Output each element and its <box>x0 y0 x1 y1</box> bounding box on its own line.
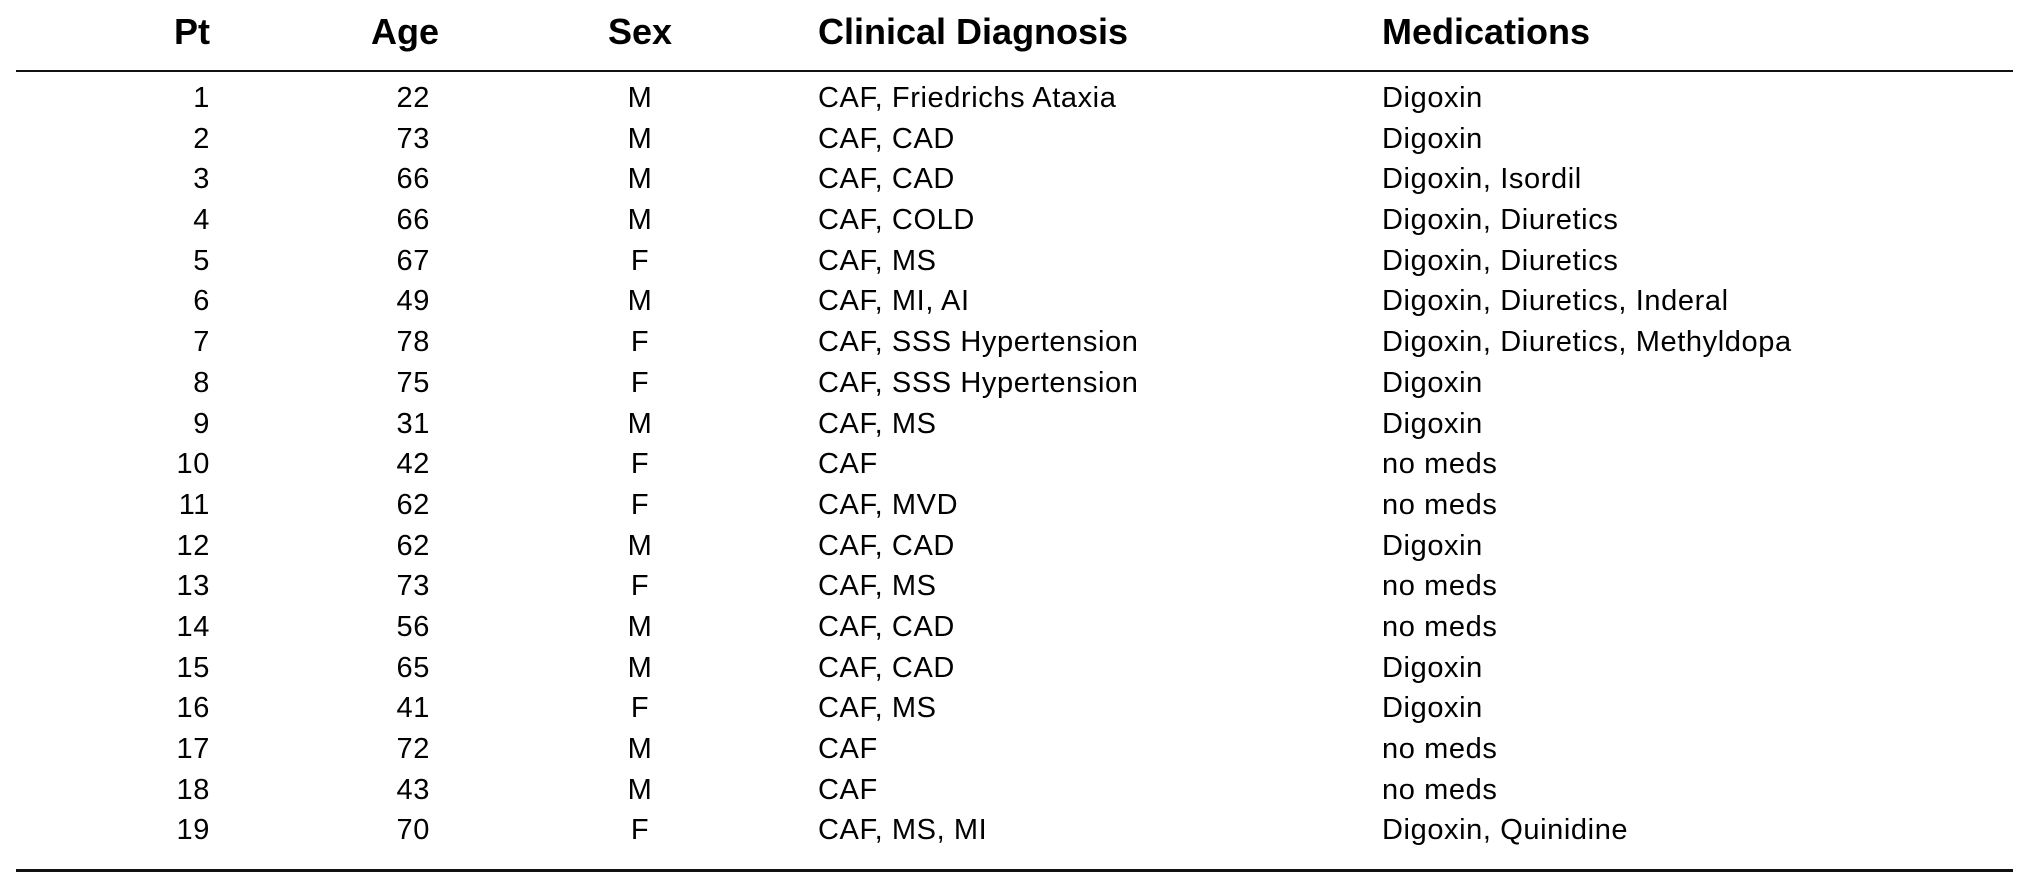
table-row <box>0 729 2019 770</box>
cell-medications: Digoxin <box>1382 366 1483 399</box>
cell-pt: 15 <box>176 651 210 684</box>
cell-pt: 16 <box>176 692 210 725</box>
cell-pt: 1 <box>193 82 210 114</box>
cell-medications: no meds <box>1382 773 1498 806</box>
cell-sex: M <box>627 204 653 237</box>
header-divider <box>16 70 2013 72</box>
cell-sex: M <box>627 651 653 684</box>
cell-sex: F <box>630 488 650 521</box>
cell-diagnosis: CAF, COLD <box>818 204 975 237</box>
cell-medications: no meds <box>1382 733 1498 765</box>
table-row <box>0 444 2019 485</box>
table-header-row <box>0 6 2019 58</box>
cell-medications: no meds <box>1382 570 1498 603</box>
cell-pt: 11 <box>178 488 210 521</box>
cell-pt: 8 <box>193 366 210 399</box>
cell-diagnosis: CAF, MS <box>818 692 937 725</box>
cell-pt: 4 <box>193 204 210 237</box>
table-row <box>0 363 2019 404</box>
cell-diagnosis: CAF, CAD <box>818 122 955 155</box>
cell-sex: M <box>627 529 653 562</box>
cell-sex: F <box>630 244 650 277</box>
cell-sex: M <box>627 773 653 806</box>
cell-pt: 18 <box>176 773 210 806</box>
cell-age: 72 <box>396 733 430 765</box>
table-bottom-rule <box>16 869 2013 872</box>
cell-pt: 12 <box>176 529 210 562</box>
table-row <box>0 607 2019 648</box>
cell-age: 49 <box>396 285 430 318</box>
cell-medications: Digoxin, Diuretics <box>1382 244 1619 277</box>
cell-age: 65 <box>396 651 430 684</box>
cell-diagnosis: CAF, MS, MI <box>818 814 988 847</box>
cell-diagnosis: CAF, MVD <box>818 488 959 521</box>
cell-sex: F <box>630 814 650 847</box>
cell-pt: 17 <box>176 733 210 765</box>
cell-age: 78 <box>396 326 430 359</box>
cell-age: 62 <box>396 529 430 562</box>
cell-sex: F <box>630 570 650 603</box>
cell-age: 62 <box>396 488 430 521</box>
cell-age: 75 <box>396 366 430 399</box>
table-row <box>0 78 2019 119</box>
cell-age: 73 <box>396 570 430 603</box>
cell-pt: 2 <box>193 122 210 155</box>
table-row <box>0 200 2019 241</box>
cell-sex: M <box>627 163 653 196</box>
cell-sex: M <box>627 733 653 765</box>
header-pt: Pt <box>174 11 210 52</box>
cell-age: 31 <box>396 407 430 440</box>
cell-pt: 3 <box>193 163 210 196</box>
cell-diagnosis: CAF <box>818 733 878 765</box>
cell-diagnosis: CAF, SSS Hypertension <box>818 366 1139 399</box>
table-row <box>0 159 2019 200</box>
cell-medications: Digoxin <box>1382 651 1483 684</box>
cell-pt: 5 <box>193 244 210 277</box>
header-medications: Medications <box>1382 11 1591 52</box>
cell-age: 56 <box>396 610 430 643</box>
cell-pt: 6 <box>193 285 210 318</box>
cell-sex: F <box>630 448 650 481</box>
cell-sex: M <box>627 82 653 114</box>
cell-diagnosis: CAF <box>818 448 878 481</box>
cell-medications: Digoxin, Diuretics <box>1382 204 1619 237</box>
cell-pt: 10 <box>176 448 210 481</box>
cell-diagnosis: CAF, CAD <box>818 163 955 196</box>
cell-medications: Digoxin, Isordil <box>1382 163 1582 196</box>
cell-pt: 9 <box>193 407 210 440</box>
table-row <box>0 810 2019 851</box>
header-sex: Sex <box>607 11 673 52</box>
cell-diagnosis: CAF, SSS Hypertension <box>818 326 1139 359</box>
cell-medications: Digoxin, Diuretics, Methyldopa <box>1382 326 1792 359</box>
cell-pt: 14 <box>176 610 210 643</box>
cell-sex: M <box>627 122 653 155</box>
cell-diagnosis: CAF, CAD <box>818 610 955 643</box>
cell-age: 42 <box>396 448 430 481</box>
cell-medications: Digoxin <box>1382 82 1483 114</box>
cell-age: 67 <box>396 244 430 277</box>
cell-medications: Digoxin <box>1382 122 1483 155</box>
cell-diagnosis: CAF, MS <box>818 244 937 277</box>
header-diagnosis: Clinical Diagnosis <box>818 11 1129 52</box>
table-row <box>0 526 2019 567</box>
cell-medications: no meds <box>1382 448 1498 481</box>
cell-diagnosis: CAF, MI, AI <box>818 285 970 318</box>
cell-pt: 19 <box>176 814 210 847</box>
cell-pt: 7 <box>193 326 210 359</box>
cell-sex: M <box>627 610 653 643</box>
cell-medications: Digoxin <box>1382 529 1483 562</box>
cell-medications: Digoxin <box>1382 407 1483 440</box>
cell-age: 66 <box>396 163 430 196</box>
cell-age: 22 <box>396 82 430 114</box>
cell-sex: F <box>630 692 650 725</box>
table-row <box>0 566 2019 607</box>
cell-pt: 13 <box>176 570 210 603</box>
table-row <box>0 485 2019 526</box>
cell-age: 70 <box>396 814 430 847</box>
cell-age: 73 <box>396 122 430 155</box>
cell-sex: F <box>630 366 650 399</box>
table-row <box>0 648 2019 689</box>
cell-diagnosis: CAF, MS <box>818 407 937 440</box>
table-row <box>0 281 2019 322</box>
cell-age: 43 <box>396 773 430 806</box>
table-body <box>0 78 2019 851</box>
cell-sex: F <box>630 326 650 359</box>
header-age: Age <box>370 11 439 52</box>
table-row <box>0 770 2019 811</box>
cell-medications: no meds <box>1382 610 1498 643</box>
cell-age: 66 <box>396 204 430 237</box>
cell-age: 41 <box>396 692 430 725</box>
cell-sex: M <box>627 407 653 440</box>
table-row <box>0 404 2019 445</box>
cell-sex: M <box>627 285 653 318</box>
cell-diagnosis: CAF, MS <box>818 570 937 603</box>
table-row <box>0 119 2019 160</box>
cell-medications: no meds <box>1382 488 1498 521</box>
cell-medications: Digoxin <box>1382 692 1483 725</box>
cell-diagnosis: CAF, CAD <box>818 651 955 684</box>
cell-diagnosis: CAF <box>818 773 878 806</box>
table-row <box>0 322 2019 363</box>
cell-medications: Digoxin, Diuretics, Inderal <box>1382 285 1729 318</box>
cell-diagnosis: CAF, Friedrichs Ataxia <box>818 82 1117 114</box>
table-row <box>0 241 2019 282</box>
table-row <box>0 688 2019 729</box>
cell-medications: Digoxin, Quinidine <box>1382 814 1629 847</box>
cell-diagnosis: CAF, CAD <box>818 529 955 562</box>
